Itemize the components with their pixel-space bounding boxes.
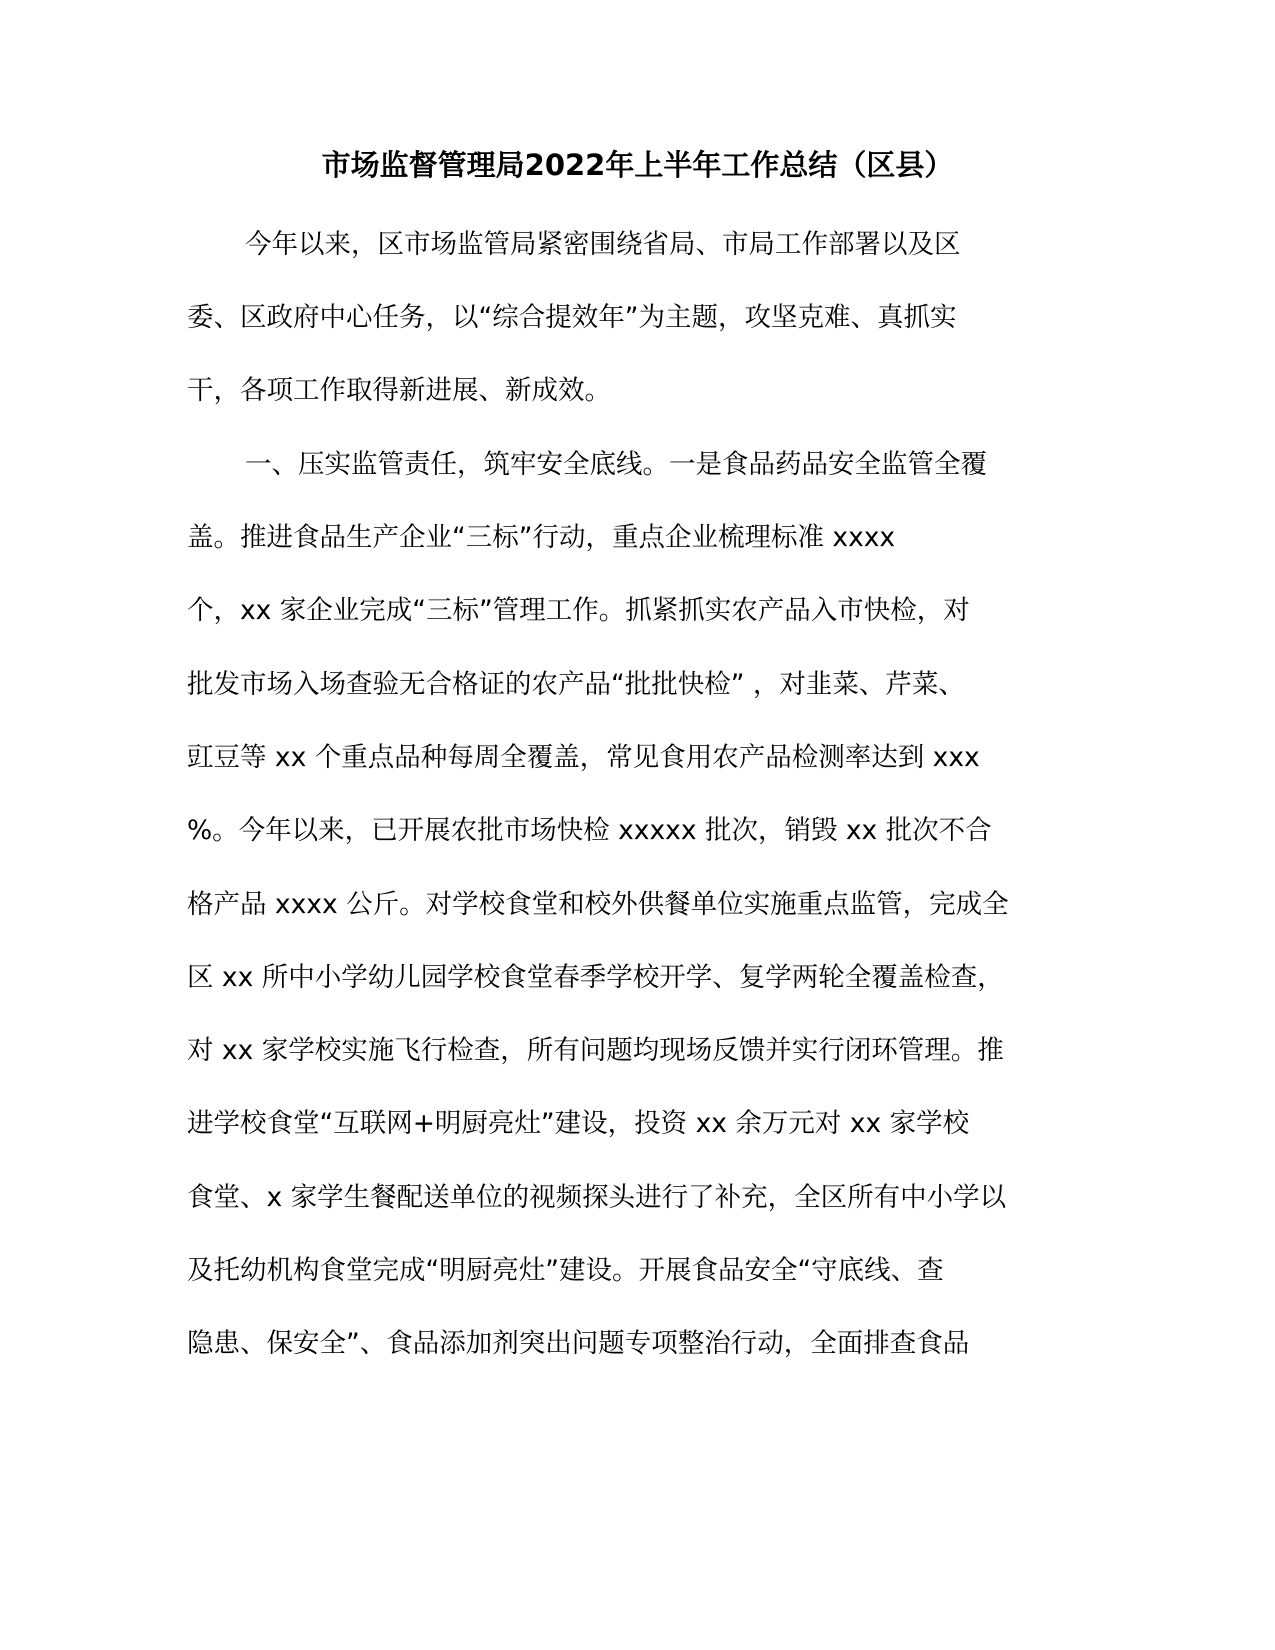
- text-line: 隐患、保安全”、食品添加剂突出问题专项整治行动，全面排查食品: [187, 1328, 970, 1359]
- text-line: 盖。推进食品生产企业“三标”行动，重点企业梳理标准 xxxx: [187, 522, 896, 553]
- text-line: 区 xx 所中小学幼儿园学校食堂春季学校开学、复学两轮全覆盖检查，: [187, 962, 1004, 993]
- text-line: 食堂、x 家学生餐配送单位的视频探头进行了补充，全区所有中小学以: [187, 1182, 1007, 1213]
- text-line: 对 xx 家学校实施飞行检查，所有问题均现场反馈并实行闭环管理。推: [187, 1035, 1004, 1066]
- text-line: 干，各项工作取得新进展、新成效。: [187, 375, 611, 406]
- text-line: 格产品 xxxx 公斤。对学校食堂和校外供餐单位实施重点监管，完成全: [187, 889, 1009, 920]
- text-line: 豇豆等 xx 个重点品种每周全覆盖，常见食用农产品检测率达到 xxx: [187, 742, 980, 773]
- text-line: 委、区政府中心任务，以“综合提效年”为主题，攻坚克难、真抓实: [187, 302, 957, 333]
- text-line: 批发市场入场查验无合格证的农产品“批批快检” ，对韭菜、芹菜、: [187, 669, 965, 700]
- text-line: 进学校食堂“互联网+明厨亮灶”建设，投资 xx 余万元对 xx 家学校: [187, 1108, 970, 1139]
- text-line: 及托幼机构食堂完成“明厨亮灶”建设。开展食品安全“守底线、查: [187, 1255, 944, 1286]
- document-title: 市场监督管理局2022年上半年工作总结（区县）: [321, 148, 954, 182]
- text-line: 个，xx 家企业完成“三标”管理工作。抓紧抓实农产品入市快检，对: [187, 595, 970, 626]
- text-line: 一、压实监管责任，筑牢安全底线。一是食品药品安全监管全覆: [245, 449, 987, 480]
- text-line: 今年以来，区市场监管局紧密围绕省局、市局工作部署以及区: [245, 229, 961, 260]
- text-line: %。今年以来，已开展农批市场快检 xxxxx 批次，销毁 xx 批次不合: [187, 815, 992, 846]
